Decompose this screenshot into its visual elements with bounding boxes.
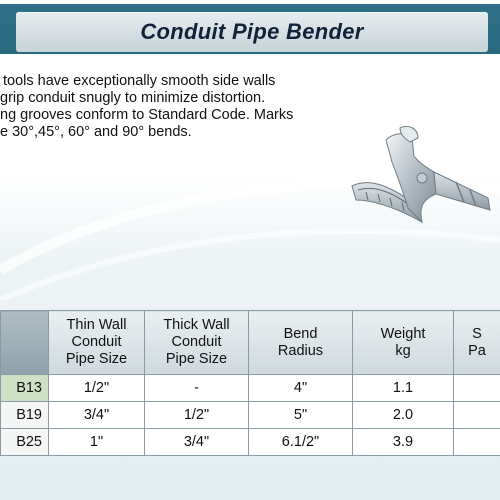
column-header-bend-radius — [249, 311, 353, 375]
header-line: Thick Wall — [163, 317, 230, 333]
last-cell — [454, 429, 500, 456]
header-line: Thin Wall — [66, 317, 127, 333]
title-plate — [16, 12, 488, 52]
description-line: tools have exceptionally smooth side walls — [3, 73, 276, 89]
column-header-thin-wall — [49, 311, 145, 375]
header-line: Pipe Size — [65, 351, 128, 367]
thick-wall-cell: 1/2" — [145, 402, 249, 429]
product-description — [0, 73, 320, 141]
header-line: Conduit — [71, 334, 122, 350]
column-header-last — [454, 311, 500, 375]
last-cell — [454, 402, 500, 429]
column-header-thick-wall — [145, 311, 249, 375]
title-band — [0, 4, 500, 54]
model-cell: B19 — [1, 402, 49, 429]
header-line: Pipe Size — [165, 351, 228, 367]
thick-wall-cell: 3/4" — [145, 429, 249, 456]
column-header-weight — [353, 311, 454, 375]
weight-cell: 1.1 — [353, 375, 454, 402]
column-header-model — [1, 311, 49, 375]
thin-wall-cell: 1" — [49, 429, 145, 456]
header-line: Radius — [277, 342, 324, 359]
specs-table — [0, 310, 500, 456]
table-row — [1, 375, 500, 402]
description-line: ng grooves conform to Standard Code. Marks — [0, 107, 294, 123]
thick-wall-cell: - — [145, 375, 249, 402]
table-row — [1, 402, 500, 429]
header-line: Weight — [380, 325, 426, 342]
header-line: kg — [395, 342, 411, 359]
conduit-bender-icon — [338, 98, 498, 238]
header-line: Pa — [468, 342, 486, 359]
header-line: Bend — [283, 325, 318, 342]
table-row — [1, 429, 500, 456]
bend-radius-cell: 6.1/2" — [249, 429, 353, 456]
last-cell — [454, 375, 500, 402]
weight-cell: 3.9 — [353, 429, 454, 456]
description-line: e 30°,45°, 60° and 90° bends. — [0, 124, 192, 140]
bend-radius-cell: 5" — [249, 402, 353, 429]
description-line: grip conduit snugly to minimize distortion. — [0, 90, 266, 106]
model-cell: B25 — [1, 429, 49, 456]
thin-wall-cell: 3/4" — [49, 402, 145, 429]
header-line: S — [472, 325, 482, 342]
weight-cell: 2.0 — [353, 402, 454, 429]
page-title: Conduit Pipe Bender — [140, 19, 364, 44]
header-line: Conduit — [171, 334, 222, 350]
model-cell: B13 — [1, 375, 49, 402]
bend-radius-cell: 4" — [249, 375, 353, 402]
thin-wall-cell: 1/2" — [49, 375, 145, 402]
table-header-row — [1, 311, 500, 375]
